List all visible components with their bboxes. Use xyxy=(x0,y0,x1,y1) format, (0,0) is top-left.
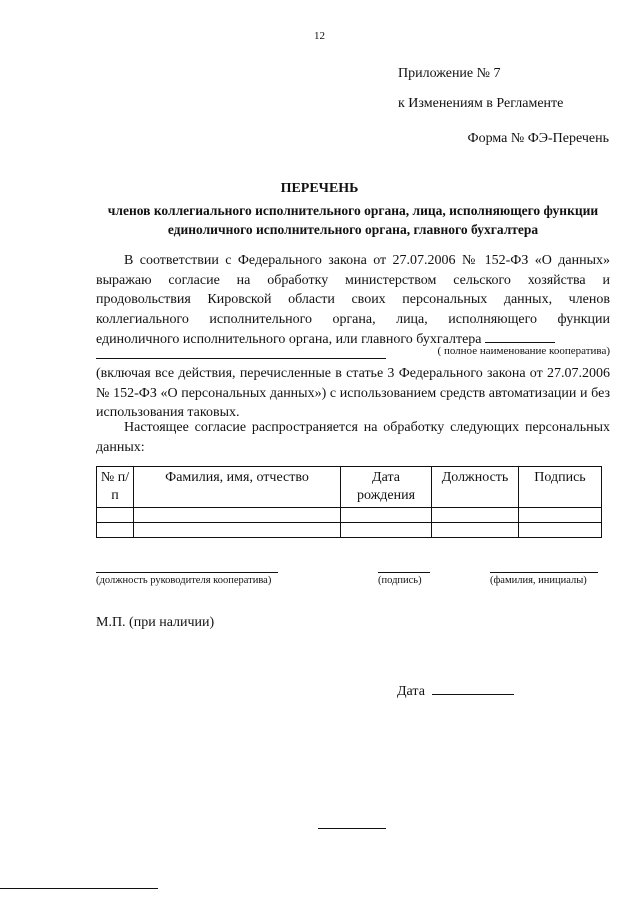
table-cell[interactable] xyxy=(341,523,432,538)
coop-name-field[interactable] xyxy=(96,345,386,359)
table-cell[interactable] xyxy=(341,508,432,523)
table-cell[interactable] xyxy=(432,523,519,538)
consent-paragraph xyxy=(96,251,610,350)
date-row xyxy=(397,681,514,700)
col-birth-date: Дата рождения xyxy=(341,467,432,508)
scope-paragraph: Настоящее согласие распространяется на обработку следующих персональных данных: xyxy=(96,420,610,455)
signature-block xyxy=(378,572,430,586)
col-position: Должность xyxy=(432,467,519,508)
page-number: 12 xyxy=(314,30,325,42)
persons-table xyxy=(96,466,602,538)
signature-caption: (подпись) xyxy=(378,575,422,586)
name-initials-caption: (фамилия, инициалы) xyxy=(490,575,587,586)
separator-rule xyxy=(318,828,386,829)
col-signature: Подпись xyxy=(519,467,602,508)
table-cell[interactable] xyxy=(97,508,134,523)
consent-intro-text: В соответствии с Федерального закона от 27.07.2006 № 152-ФЗ «О данных» выражаю согласие на обработку министерством сельского хозяйства и продовольствия Кировской области своих персональных данных, членов коллегиального исполнительного органа, лица, исполняющего функции единоличного исполнительного органа, или главного бухгалтера xyxy=(96,253,610,347)
coop-name-line xyxy=(96,345,610,364)
table-cell[interactable] xyxy=(432,508,519,523)
document-title: ПЕРЕЧЕНЬ xyxy=(280,181,359,196)
coop-name-field-start[interactable] xyxy=(485,329,555,343)
table-cell[interactable] xyxy=(519,523,602,538)
table-cell[interactable] xyxy=(134,523,341,538)
name-initials-block xyxy=(490,572,598,586)
col-number: № п/п xyxy=(97,467,134,508)
table-cell[interactable] xyxy=(519,508,602,523)
changes-reference: к Изменениям в Регламенте xyxy=(398,96,564,111)
table-row xyxy=(97,508,602,523)
table-cell[interactable] xyxy=(97,523,134,538)
table-header-row xyxy=(97,467,602,508)
date-field[interactable] xyxy=(432,681,514,695)
footnote-rule xyxy=(0,888,158,889)
position-line[interactable] xyxy=(96,572,278,573)
table-cell[interactable] xyxy=(134,508,341,523)
table-row xyxy=(97,523,602,538)
form-code: Форма № ФЭ-Перечень xyxy=(467,131,609,146)
col-full-name: Фамилия, имя, отчество xyxy=(134,467,341,508)
actions-paragraph: (включая все действия, перечисленные в статье 3 Федерального закона от 27.07.2006 № 152-ФЗ «О персональных данных») с использованием средств автоматизации и без использования таковых. xyxy=(96,366,610,420)
position-signature-block xyxy=(96,572,278,586)
document-subtitle: членов коллегиального исполнительного органа, лица, исполняющего функции единоличного исполнительного органа, главного бухгалтера xyxy=(107,203,599,237)
position-caption: (должность руководителя кооператива) xyxy=(96,575,272,586)
stamp-note: М.П. (при наличии) xyxy=(96,615,215,630)
coop-name-caption: ( полное наименование кооператива) xyxy=(437,345,610,357)
name-initials-line[interactable] xyxy=(490,572,598,573)
appendix-label: Приложение № 7 xyxy=(398,66,501,81)
signature-line[interactable] xyxy=(378,572,430,573)
date-label: Дата xyxy=(397,684,425,699)
